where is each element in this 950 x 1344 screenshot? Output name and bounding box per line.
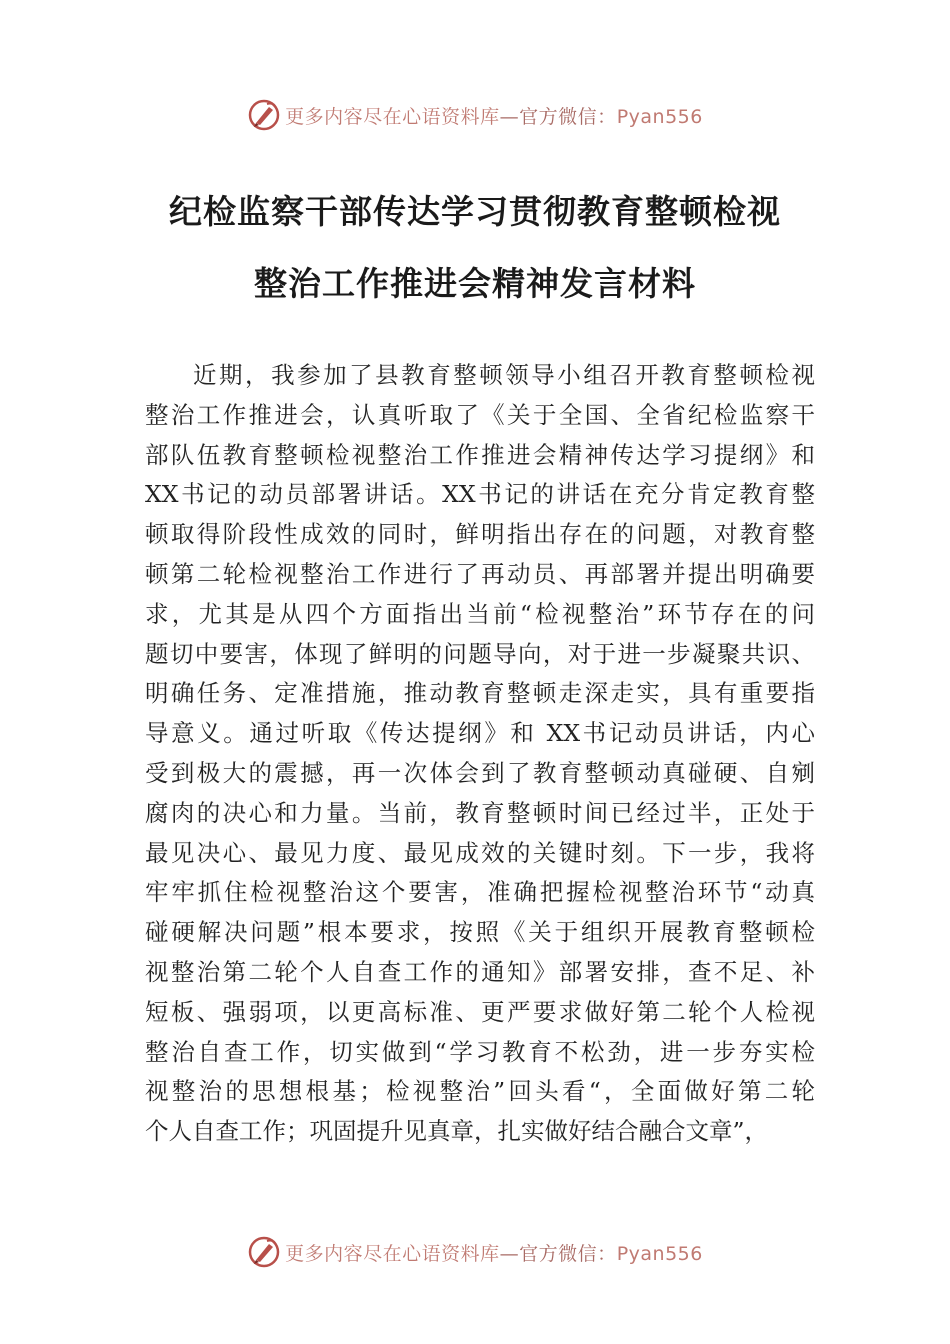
body-line: 最见决心、最见力度、最见成效的关键时刻。下一步，我将 bbox=[145, 838, 815, 867]
body-line: 导意义。通过听取《传达提纲》和 XX书记动员讲话，内心 bbox=[145, 719, 815, 748]
body-line: 顿取得阶段性成效的同时，鲜明指出存在的问题，对教育整 bbox=[145, 520, 815, 549]
body-line: 求，尤其是从四个方面指出当前“检视整治”环节存在的问 bbox=[145, 599, 815, 628]
body-line: 整治自查工作，切实做到“学习教育不松劲，进一步夯实检 bbox=[145, 1037, 815, 1066]
body-line: 近期，我参加了县教育整顿领导小组召开教育整顿检视 bbox=[193, 361, 815, 389]
footer-banner bbox=[0, 1232, 950, 1272]
document-title-line-2: 整治工作推进会精神发言材料 bbox=[254, 264, 696, 303]
body-line: 整治工作推进会，认真听取了《关于全国、全省纪检监察干 bbox=[145, 400, 815, 429]
document-body bbox=[145, 356, 815, 1152]
body-line: 个人自查工作；巩固提升见真章，扎实做好结合融合文章”， bbox=[145, 1117, 769, 1146]
body-line: 部队伍教育整顿检视整治工作推进会精神传达学习提纲》和 bbox=[145, 440, 815, 469]
body-line: 短板、强弱项，以更高标准、更严要求做好第二轮个人检视 bbox=[145, 997, 815, 1026]
banner-site-name: 更多内容尽在心语资料库 bbox=[285, 105, 500, 128]
banner-wechat-label: —官方微信： bbox=[499, 105, 617, 128]
banner-text bbox=[285, 102, 703, 129]
banner-wechat-label: —官方微信： bbox=[499, 1242, 617, 1265]
body-line: 受到极大的震撼，再一次体会到了教育整顿动真碰硬、自剜 bbox=[145, 758, 815, 787]
body-line: 视整治第二轮个人自查工作的通知》部署安排，查不足、补 bbox=[145, 957, 815, 986]
banner-wechat-id: Pyan556 bbox=[616, 1242, 703, 1265]
banner-wechat-id: Pyan556 bbox=[616, 105, 703, 128]
pen-logo-icon bbox=[247, 1235, 281, 1269]
body-line: 牢牢抓住检视整治这个要害，准确把握检视整治环节“动真 bbox=[145, 878, 815, 907]
header-banner bbox=[0, 95, 950, 135]
body-line: 视整治的思想根基；检视整治”回头看“，全面做好第二轮 bbox=[145, 1077, 815, 1106]
body-line: 碰硬解决问题”根本要求，按照《关于组织开展教育整顿检 bbox=[145, 918, 815, 947]
banner-site-name: 更多内容尽在心语资料库 bbox=[285, 1242, 500, 1265]
body-line: 题切中要害，体现了鲜明的问题导向，对于进一步凝聚共识、 bbox=[145, 639, 815, 668]
document-title-line-1: 纪检监察干部传达学习贯彻教育整顿检视 bbox=[169, 192, 781, 231]
pen-logo-icon bbox=[247, 98, 281, 132]
body-line: 腐肉的决心和力量。当前，教育整顿时间已经过半，正处于 bbox=[145, 798, 815, 827]
banner-text bbox=[285, 1239, 703, 1266]
body-line: XX书记的动员部署讲话。XX书记的讲话在充分肯定教育整 bbox=[145, 480, 815, 509]
body-line: 明确任务、定准措施，推动教育整顿走深走实，具有重要指 bbox=[145, 679, 815, 708]
body-line: 顿第二轮检视整治工作进行了再动员、再部署并提出明确要 bbox=[145, 559, 815, 588]
